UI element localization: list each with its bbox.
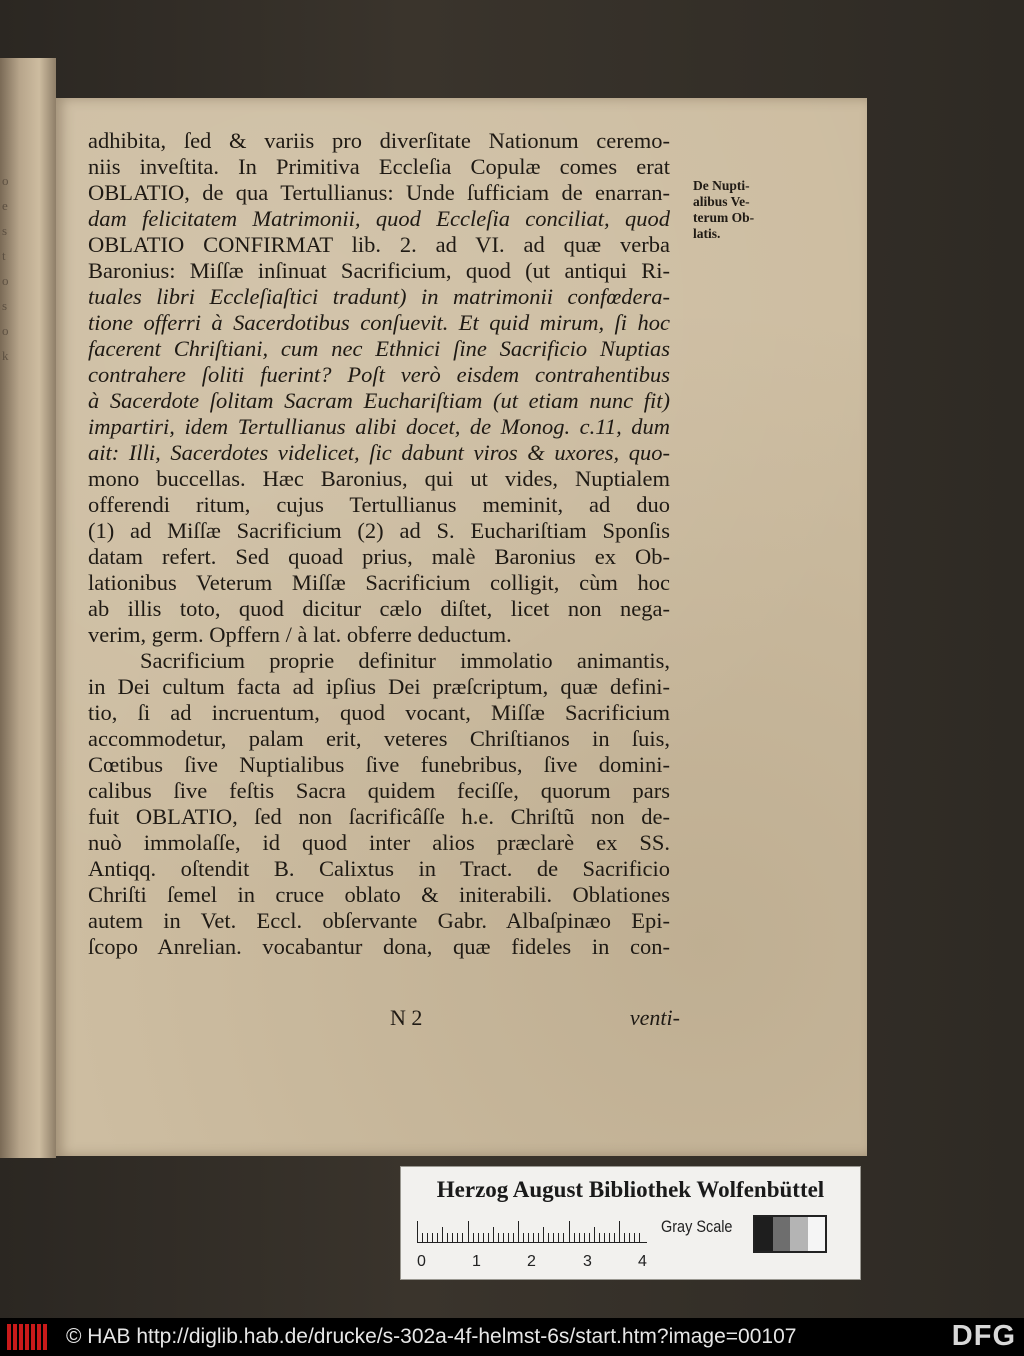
ruler-tick	[558, 1233, 559, 1243]
gray-swatch	[790, 1217, 808, 1251]
text-line: lationibus Veterum Miſſæ Sacrificium colligit, cùm hoc	[88, 570, 670, 595]
left-page-fragment: o	[2, 323, 9, 338]
text-line: à Sacerdote ſolitam Sacram Euchariſtiam (ut etiam nunc fit)	[88, 388, 670, 413]
text-line: tuales libri Eccleſiaſtici tradunt) in matrimonii confœdera-	[88, 284, 670, 309]
ruler-tick	[533, 1233, 534, 1243]
text-line: (1) ad Miſſæ Sacrificium (2) ad S. Euchariſtiam Sponſis	[88, 518, 670, 543]
ruler-tick	[508, 1233, 509, 1243]
ruler-tick	[609, 1233, 610, 1243]
ruler-tick	[417, 1221, 418, 1243]
left-page-fragment: s	[2, 298, 8, 313]
text-line: tio, ſi ad incruentum, quod vocant, Miſſæ Sacrificium	[88, 700, 670, 725]
ruler-tick	[462, 1233, 463, 1243]
text-line: tione offerri à Sacerdotibus conſuevit. Et quid mirum, ſi hoc	[88, 310, 670, 335]
left-page-fragment: o	[2, 173, 9, 188]
text-line: ait: Illi, Sacerdotes videlicet, ſic dabunt viros & uxores, quo-	[88, 440, 670, 465]
ruler-tick	[528, 1233, 529, 1243]
ruler-tick	[548, 1233, 549, 1243]
ruler-tick	[478, 1233, 479, 1243]
text-line: OBLATIO CONFIRMAT lib. 2. ad VI. ad quæ verba	[88, 232, 670, 257]
text-line: dam felicitatem Matrimonii, quod Eccleſia conciliat, quod	[88, 206, 670, 231]
text-line: Sacrificium proprie definitur immolatio animantis,	[140, 648, 670, 673]
ruler-tick	[624, 1233, 625, 1243]
ruler-tick	[594, 1227, 595, 1243]
ruler-tick	[432, 1233, 433, 1243]
left-page-edge	[0, 58, 56, 1158]
text-line: OBLATIO, de qua Tertullianus: Unde ſufficiam de enarran-	[88, 180, 670, 205]
text-line: fuit OBLATIO, ſed non ſacrificâſſe h.e. Chriſtũ non de-	[88, 804, 670, 829]
ruler-tick	[442, 1227, 443, 1243]
margin-note-line: De Nupti-	[693, 178, 750, 193]
footer-bar	[0, 1318, 1024, 1356]
ruler-tick	[452, 1233, 453, 1243]
ruler-tick	[589, 1233, 590, 1243]
ruler-tick	[488, 1233, 489, 1243]
left-page-fragment: e	[2, 198, 8, 213]
margin-note-line: latis.	[693, 226, 721, 241]
dfg-logo: DFG	[951, 1320, 1016, 1352]
ruler-tick	[437, 1233, 438, 1243]
ruler-tick	[543, 1227, 544, 1243]
ruler-tick	[473, 1233, 474, 1243]
ruler-tick	[422, 1233, 423, 1243]
margin-note	[693, 178, 769, 242]
margin-note-line: terum Ob-	[693, 210, 755, 225]
left-page-fragment: o	[2, 273, 9, 288]
text-line: accommodetur, palam erit, veteres Chriſtianos in ſuis,	[88, 726, 670, 751]
text-line: in Dei cultum facta ad ipſius Dei præſcriptum, quæ defini-	[88, 674, 670, 699]
ruler-tick	[629, 1233, 630, 1243]
text-line: datam refert. Sed quoad prius, malè Baronius ex Ob-	[88, 544, 670, 569]
text-line: calibus ſive feſtis Sacra quidem feciſſe, quorum pars	[88, 778, 670, 803]
text-line: Cœtibus ſive Nuptialibus ſive funebribus, ſive domini-	[88, 752, 670, 777]
text-line: verim, germ. Opffern / à lat. obferre deductum.	[88, 622, 512, 647]
ruler-tick	[639, 1233, 640, 1243]
ruler-tick	[619, 1221, 620, 1243]
ruler-tick	[503, 1233, 504, 1243]
ruler-tick	[614, 1233, 615, 1243]
ruler-tick	[523, 1233, 524, 1243]
text-line: Baronius: Miſſæ inſinuat Sacrificium, quod (ut antiqui Ri-	[88, 258, 670, 283]
text-line: ab illis toto, quod dicitur cælo diſtet, licet non nega-	[88, 596, 670, 621]
library-name: Herzog August Bibliothek Wolfenbüttel	[436, 1177, 825, 1202]
ruler-number: 0	[417, 1253, 426, 1270]
ruler-number: 2	[527, 1253, 536, 1270]
gray-scale-swatches	[753, 1215, 827, 1253]
text-line: adhibita, ſed & variis pro diverſitate Nationum ceremo-	[88, 128, 670, 153]
ruler-tick	[563, 1233, 564, 1243]
main-text	[88, 128, 670, 960]
text-line: nuò immolaſſe, id quod inter alios præclarè ex SS.	[88, 830, 670, 855]
ruler-tick	[427, 1233, 428, 1243]
ruler-tick	[599, 1233, 600, 1243]
left-page-fragment: s	[2, 223, 8, 238]
ruler-tick	[513, 1233, 514, 1243]
ruler-tick	[604, 1233, 605, 1243]
text-line: Antiqq. oſtendit B. Calixtus in Tract. de Sacrificio	[88, 856, 670, 881]
ruler-numbers	[417, 1253, 677, 1273]
text-line: Chriſti ſemel in cruce oblato & initerabili. Oblationes	[88, 882, 670, 907]
text-line: niis inveſtita. In Primitiva Eccleſia Copulæ comes erat	[88, 154, 670, 179]
text-line: impartiri, idem Tertullianus alibi docet, de Monog. c.11, dum	[88, 414, 670, 439]
ruler-tick	[483, 1233, 484, 1243]
ruler-tick	[634, 1233, 635, 1243]
text-line: facerent Chriſtiani, cum nec Ethnici ſine Sacrificio Nuptias	[88, 336, 670, 361]
text-line: autem in Vet. Eccl. obſervante Gabr. Albaſpinæo Epi-	[88, 908, 670, 933]
catchword: venti-	[629, 1005, 680, 1030]
text-line: ſcopo Anrelian. vocabantur dona, quæ fideles in con-	[88, 934, 670, 959]
left-page-fragment: k	[2, 348, 9, 363]
text-line: mono buccellas. Hæc Baronius, qui ut vides, Nuptialem	[88, 466, 670, 491]
gray-swatch	[773, 1217, 791, 1251]
gray-swatch	[808, 1217, 826, 1251]
left-page-fragment: t	[2, 248, 6, 263]
ruler-tick	[574, 1233, 575, 1243]
ruler-tick	[553, 1233, 554, 1243]
ruler-tick	[468, 1221, 469, 1243]
ruler-tick	[493, 1227, 494, 1243]
text-line: contrahere ſoliti fuerint? Poſt verò eisdem contrahentibus	[88, 362, 670, 387]
ruler-tick	[447, 1233, 448, 1243]
ruler-tick	[538, 1233, 539, 1243]
margin-note-line: alibus Ve-	[693, 194, 750, 209]
ruler-number: 4	[638, 1253, 647, 1270]
hab-logo-icon	[7, 1324, 47, 1350]
ruler-tick	[584, 1233, 585, 1243]
ruler-scale	[417, 1219, 647, 1243]
ruler-number: 3	[583, 1253, 592, 1270]
ruler-tick	[457, 1233, 458, 1243]
ruler-tick	[569, 1221, 570, 1243]
signature-mark: N 2	[390, 1005, 423, 1030]
ruler-tick	[498, 1233, 499, 1243]
left-page-fragments	[2, 168, 26, 368]
copyright-url[interactable]: © HAB http://diglib.hab.de/drucke/s-302a-4f-helmst-6s/start.htm?image=00107	[66, 1325, 797, 1348]
gray-scale-label: Gray Scale	[661, 1217, 733, 1236]
gray-swatch	[755, 1217, 773, 1251]
ruler-number: 1	[472, 1253, 481, 1270]
ruler-tick	[518, 1221, 519, 1243]
ruler-tick	[579, 1233, 580, 1243]
text-line: offerendi ritum, cujus Tertullianus meminit, ad duo	[88, 492, 670, 517]
library-label	[400, 1166, 861, 1280]
